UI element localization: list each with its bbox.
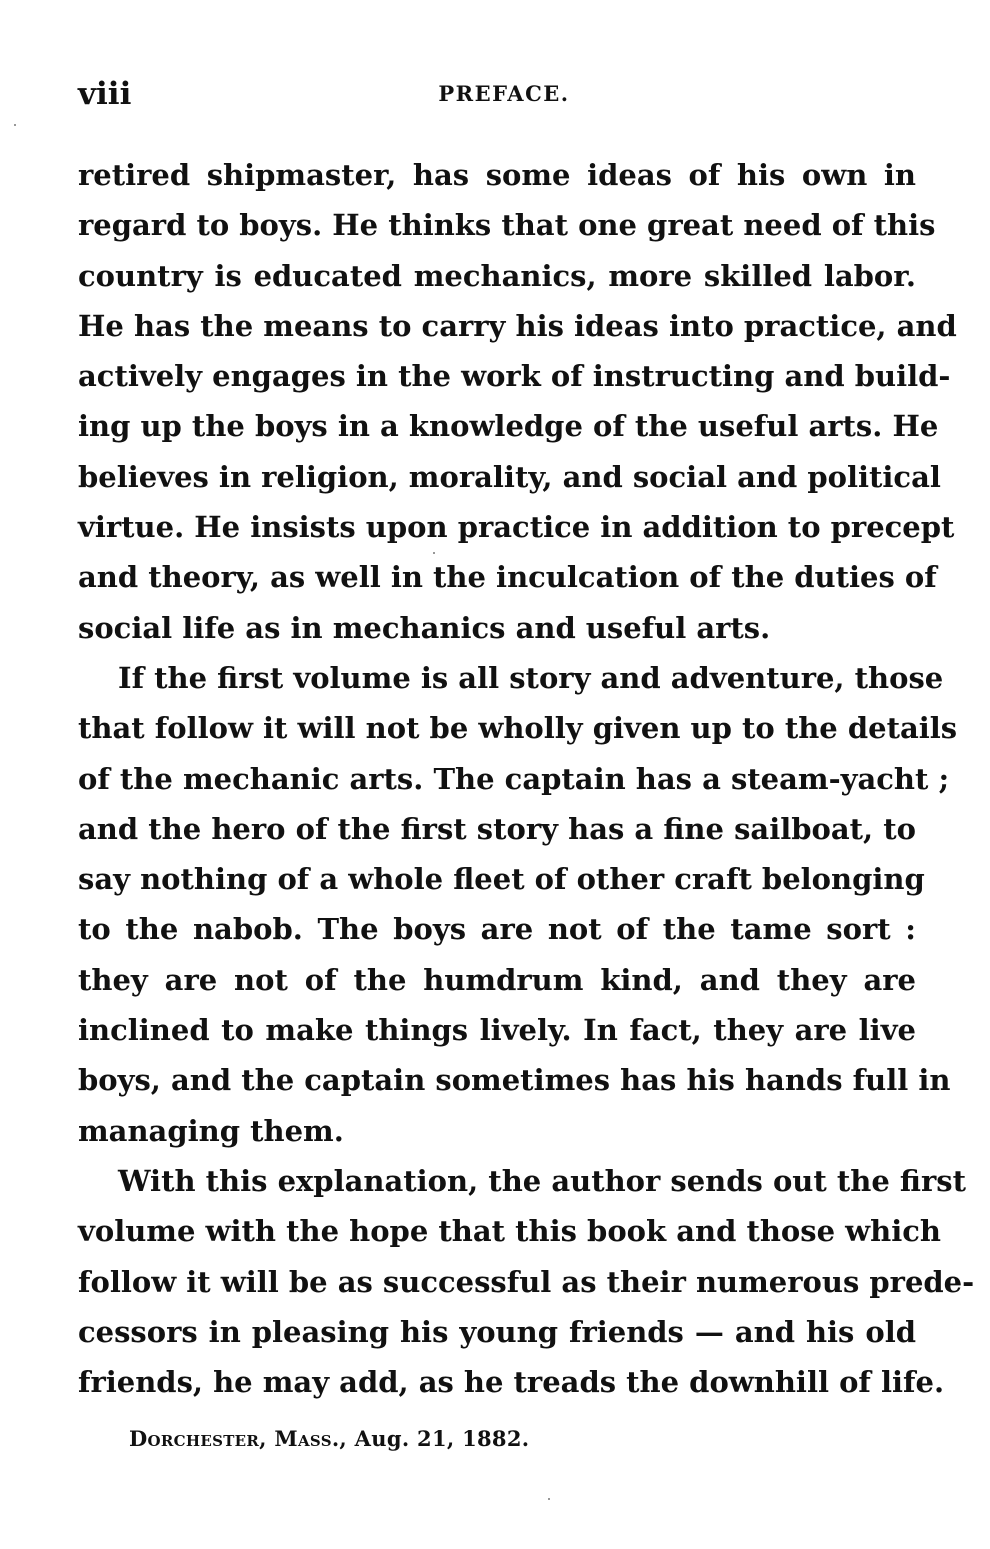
- preface-text: [78, 150, 975, 1407]
- text-line: He has the means to carry his ideas into practice, and: [78, 308, 957, 343]
- text-line: social life as in mechanics and useful arts.: [78, 610, 771, 645]
- text-line: If the first volume is all story and adventure, those: [118, 660, 944, 695]
- signature-line: [129, 1424, 529, 1454]
- text-line: With this explanation, the author sends out the first: [118, 1163, 966, 1198]
- text-line: retired shipmaster, has some ideas of his own in: [78, 158, 916, 192]
- running-head: [78, 74, 916, 114]
- text-line: friends, he may add, as he treads the downhill of life.: [78, 1365, 945, 1400]
- signature-date: Aug. 21, 1882.: [354, 1426, 530, 1451]
- text-line: virtue. He insists upon practice in addition to precept: [78, 510, 955, 545]
- section-title: PREFACE.: [438, 81, 570, 106]
- scan-speck: [548, 1498, 550, 1500]
- text-line: and the hero of the first story has a fine sailboat, to: [78, 811, 916, 846]
- text-line: regard to boys. He thinks that one great need of this: [78, 208, 936, 243]
- page-number: viii: [78, 76, 132, 112]
- text-line: that follow it will not be wholly given up to the details: [78, 711, 958, 746]
- text-line: boys, and the captain sometimes has his hands full in: [78, 1063, 951, 1098]
- paragraph-3: [78, 1156, 975, 1407]
- scan-speck: [433, 552, 435, 554]
- paragraph-2: [78, 653, 958, 1156]
- text-line: managing them.: [78, 1113, 344, 1148]
- text-line: volume with the hope that this book and those which: [78, 1214, 941, 1249]
- text-line: to the nabob. The boys are not of the tame sort :: [78, 912, 916, 947]
- scan-speck: [14, 124, 16, 126]
- text-line: actively engages in the work of instructing and build-: [78, 359, 951, 394]
- text-line: they are not of the humdrum kind, and they are: [78, 962, 916, 997]
- text-line: follow it will be as successful as their numerous prede-: [78, 1264, 975, 1299]
- text-line: ing up the boys in a knowledge of the useful arts. He: [78, 409, 939, 444]
- text-line: country is educated mechanics, more skilled labor.: [78, 258, 916, 293]
- paragraph-1: [78, 150, 957, 653]
- signature-place: Dorchester, Mass.,: [129, 1426, 348, 1451]
- text-line: believes in religion, morality, and social and political: [78, 459, 941, 494]
- text-line: of the mechanic arts. The captain has a steam-yacht ;: [78, 761, 950, 796]
- text-line: and theory, as well in the inculcation of the duties of: [78, 560, 937, 595]
- text-line: cessors in pleasing his young friends — and his old: [78, 1314, 916, 1349]
- text-line: say nothing of a whole fleet of other craft belonging: [78, 862, 925, 897]
- text-line: inclined to make things lively. In fact, they are live: [78, 1013, 916, 1048]
